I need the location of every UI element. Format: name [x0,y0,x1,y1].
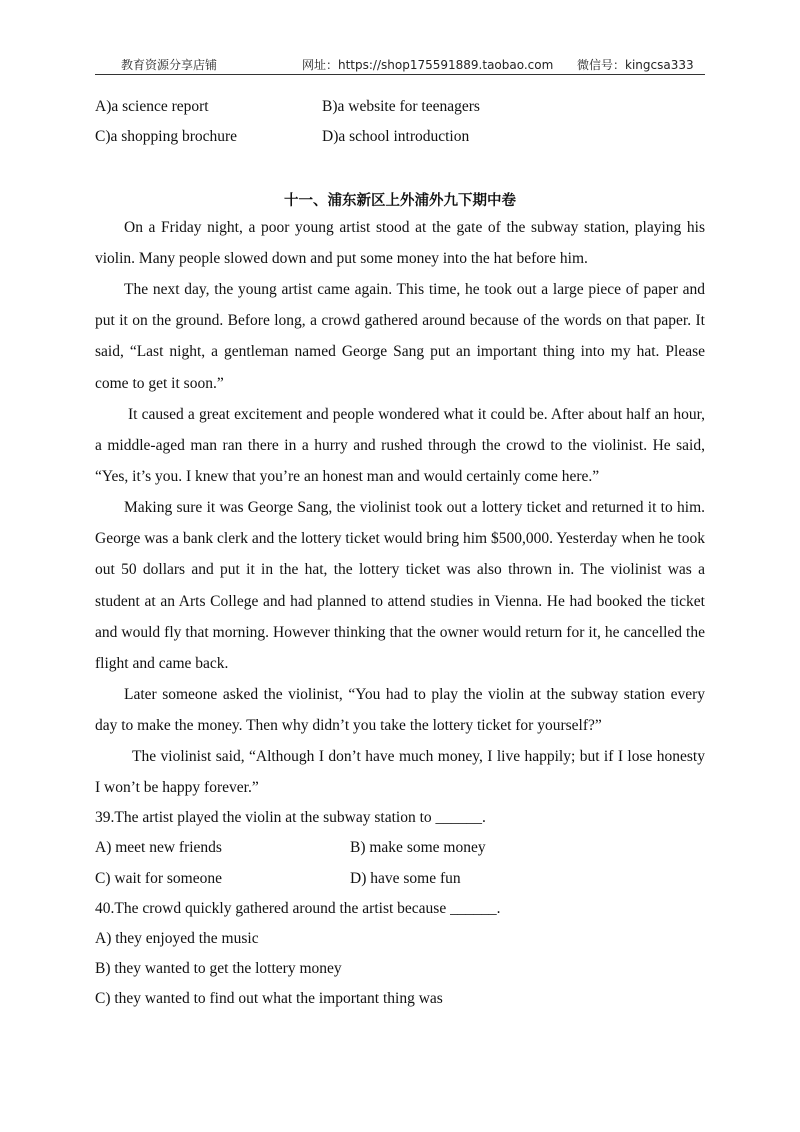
question-40-option-b: B) they wanted to get the lottery money [95,960,342,977]
question-40-stem: 40.The crowd quickly gathered around the artist because ______. [95,900,501,917]
passage-paragraph-3: It caused a great excitement and people wondered what it could be. After about half an hour, a middle-aged man ran there in a hurry and rushed through the crowd to the violinist. He said, “Yes, it’s you. I knew that you’re an honest man and would certainly come here.” [95,406,705,486]
passage-paragraph-2: The next day, the young artist came again. This time, he took out a large piece of paper and put it on the ground. Before long, a crowd gathered around because of the words on that paper. It said, “Last night, a gentleman named George Sang put an important thing into my hat. Please come to get it soon.” [95,281,705,392]
prev-option-c: C)a shopping brochure [95,128,238,145]
prev-option-b: B)a website for teenagers [322,98,480,115]
header-divider [95,74,705,75]
prev-option-a: A)a science report [95,98,209,115]
question-39-stem: 39.The artist played the violin at the subway station to ______. [95,809,486,826]
question-40-option-a: A) they enjoyed the music [95,930,259,947]
passage-paragraph-1: On a Friday night, a poor young artist stood at the gate of the subway station, playing his violin. Many people slowed down and put some money into the hat before him. [95,219,705,268]
section-title: 十一、浦东新区上外浦外九下期中卷 [284,193,516,209]
passage-paragraph-5: Later someone asked the violinist, “You had to play the violin at the subway station every day to make the money. Then why didn’t you take the lottery ticket for yourself?” [95,686,705,735]
header-wechat: 微信号：kingcsa333 [577,58,694,72]
question-39-option-a: A) meet new friends [95,839,222,856]
passage-paragraph-4: Making sure it was George Sang, the violinist took out a lottery ticket and returned it to him. George was a bank clerk and the lottery ticket would bring him $500,000. Yesterday when he took out 50 dollars and put it in the hat, the lottery ticket was also thrown in. The violinist was a student at an Arts College and had planned to attend studies in Vienna. He had booked the ticket and would fly that morning. However thinking that the owner would return for it, he cancelled the flight and came back. [95,499,705,673]
prev-option-d: D)a school introduction [322,128,470,145]
header-shop-name: 教育资源分享店铺 [121,58,218,72]
header-website: 网址：https://shop175591889.taobao.com [302,58,554,72]
question-39-option-c: C) wait for someone [95,870,222,887]
question-40-option-c: C) they wanted to find out what the important thing was [95,990,443,1007]
question-39-option-d: D) have some fun [350,870,461,887]
passage-paragraph-6: The violinist said, “Although I don’t have much money, I live happily; but if I lose honesty I won’t be happy forever.” [95,748,705,797]
page-header [95,56,705,74]
question-39-option-b: B) make some money [350,839,486,856]
